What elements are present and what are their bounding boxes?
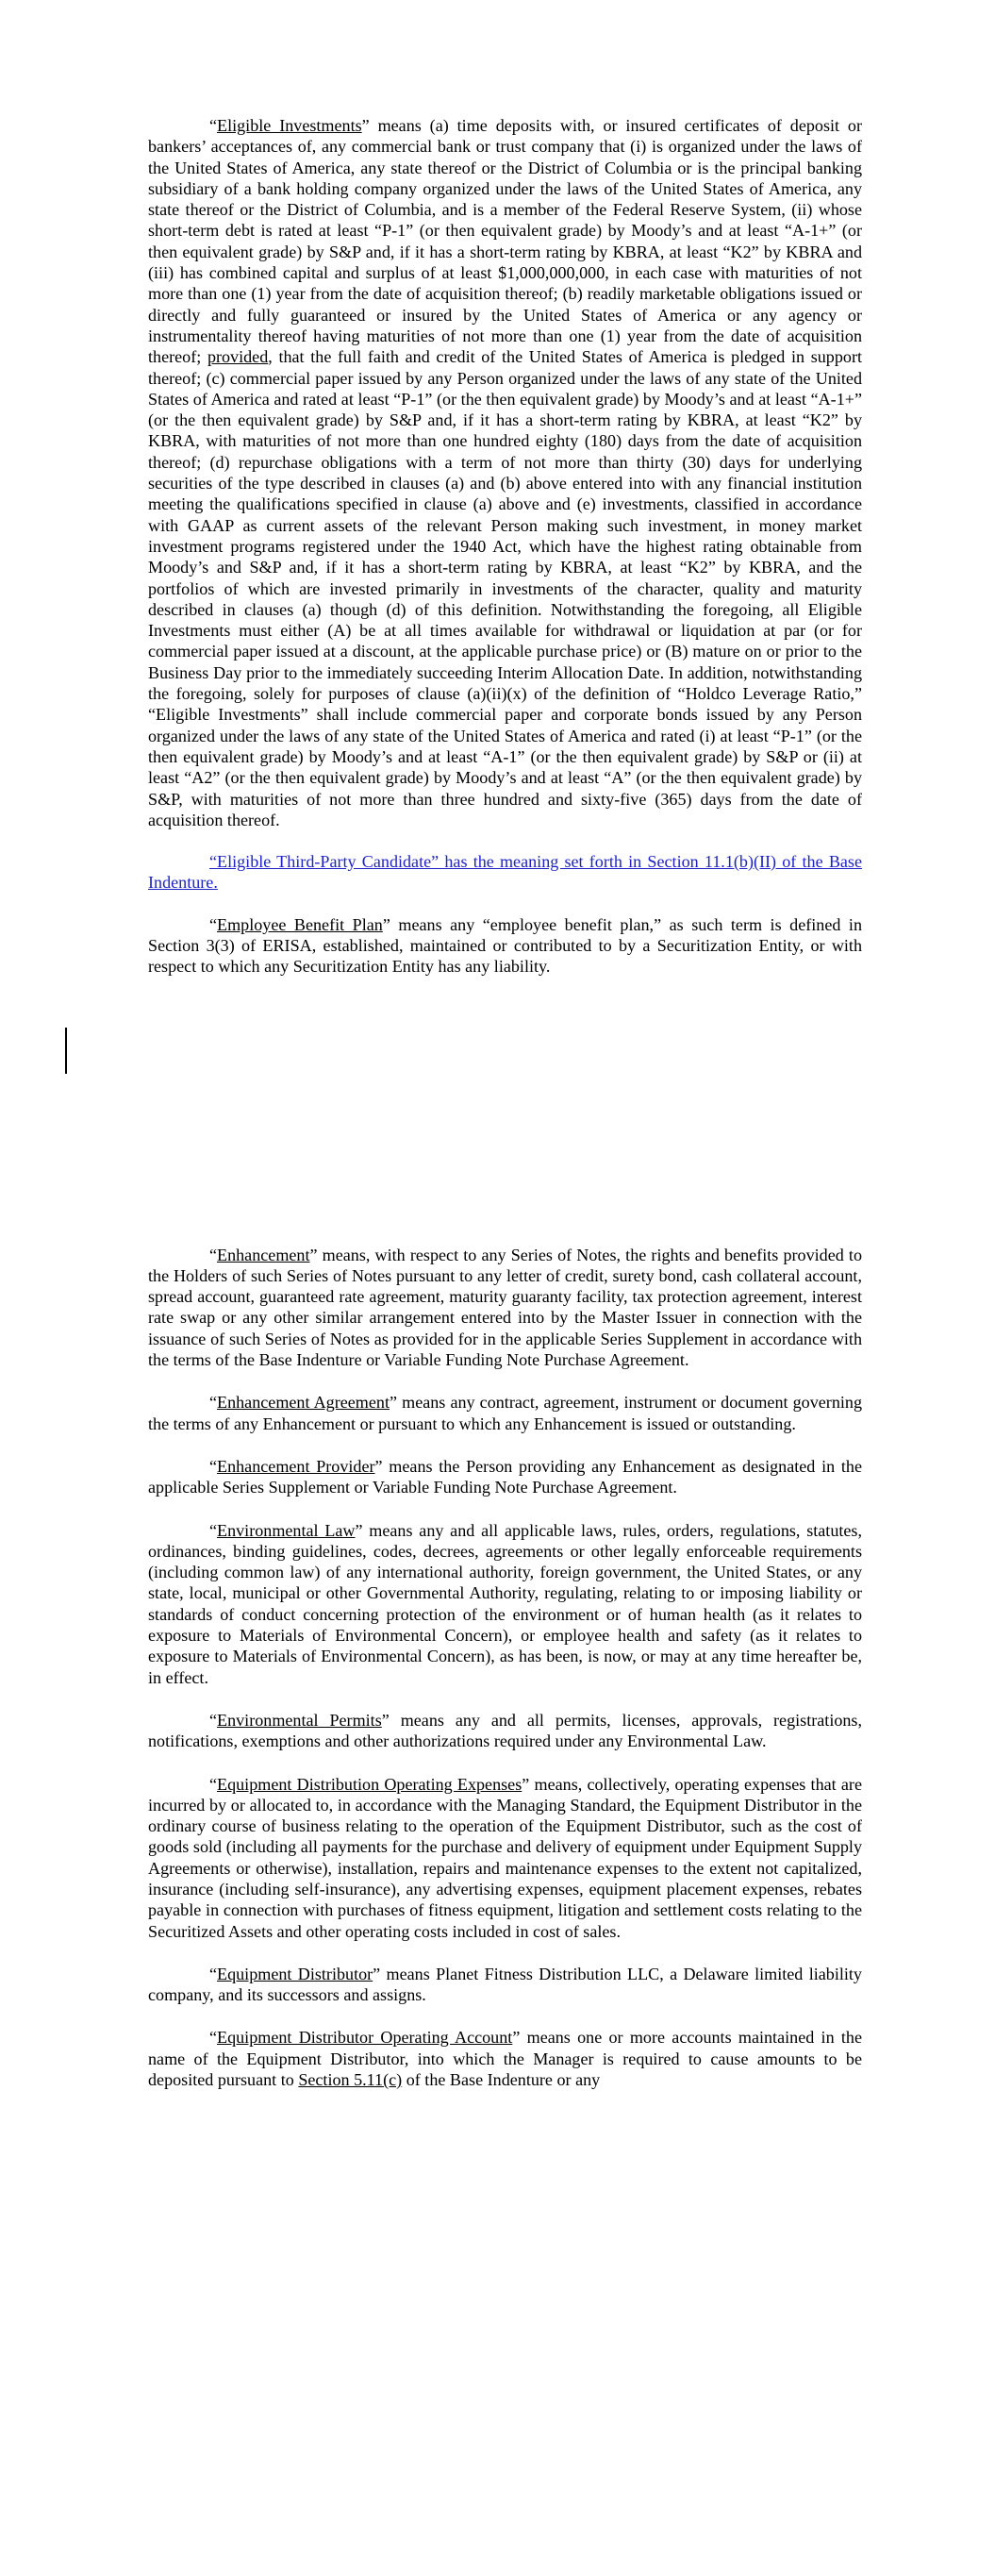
section-reference-5-11-c: Section 5.11(c): [298, 2070, 403, 2090]
definition-environmental-permits: “Environmental Permits” means any and all permits, licenses, approvals, registrations, notifications, exemptions and other authorizations required under any Environmental Law.: [148, 1710, 862, 1751]
term-equipment-distribution-operating-expenses: Equipment Distribution Operating Expenses: [217, 1774, 522, 1794]
term-environmental-law: Environmental Law: [217, 1520, 356, 1540]
term-enhancement: Enhancement: [217, 1245, 310, 1264]
term-environmental-permits: Environmental Permits: [217, 1710, 382, 1730]
term-enhancement-agreement: Enhancement Agreement: [217, 1393, 390, 1413]
term-equipment-distributor: Equipment Distributor: [217, 1964, 373, 1983]
revision-change-bar: [65, 1028, 67, 1074]
term-enhancement-provider: Enhancement Provider: [217, 1456, 375, 1476]
definition-equipment-distribution-operating-expenses: “Equipment Distribution Operating Expenses” means, collectively, operating expenses that are incurred by or allocated to, in accordance with the Managing Standard, the Equipment Distributor in the ordinary course of business relating to the operation of the Equipment Distributor, such as the cost of goods sold (including all payments for the purchase and delivery of equipment under Equipment Supply Agreements or otherwise), installation, repairs and maintenance expenses to the extent not capitalized, insurance (including self-insurance), any advertising expenses, equipment placement expenses, rebates payable in connection with purchases of fitness equipment, litigation and settlement costs relating to the Securitized Assets and other operating costs included in cost of sales.: [148, 1774, 862, 1941]
term-equipment-distributor-operating-account: Equipment Distributor Operating Account: [217, 2028, 513, 2048]
definition-enhancement-agreement: “Enhancement Agreement” means any contract, agreement, instrument or document governing the terms of any Enhancement or pursuant to which any Enhancement is issued or outstanding.: [148, 1393, 862, 1433]
document-page: [148, 115, 862, 2090]
definition-employee-benefit-plan: “Employee Benefit Plan” means any “employee benefit plan,” as such term is defined in Section 3(3) of ERISA, established, maintained or contributed to by a Securitization Entity, or with respect to which any Securitization Entity has any liability.: [148, 914, 862, 977]
term-eligible-investments: Eligible Investments: [217, 116, 362, 135]
definition-eligible-investments: “Eligible Investments” means (a) time deposits with, or insured certificates of deposit or bankers’ acceptances of, any commercial bank or trust company that (i) is organized under the laws of the United States of America, any state thereof or the District of Columbia or is the principal banking subsidiary of a bank holding company organized under the laws of the United States of America, any state thereof or the District of Columbia, and is a member of the Federal Reserve System, (ii) whose short-term debt is rated at least “P-1” (or then equivalent grade) by Moody’s and at least “A-1+” (or then equivalent grade) by S&P and, if it has a short-term rating by KBRA, at least “K2” by KBRA and (iii) has combined capital and surplus of at least $1,000,000,000, in each case with maturities of not more than one (1) year from the date of acquisition thereof; (b) readily marketable obligations issued or directly and fully guaranteed or insured by the United States of America or any agency or instrumentality thereof having maturities of not more than one (1) year from the date of acquisition thereof; provided, that the full faith and credit of the United States of America is pledged in support thereof; (c) commercial paper issued by any Person organized under the laws of any state of the United States of America and rated at least “P-1” (or the then equivalent grade) by Moody’s and at least “A-1+” (or the then equivalent grade) by S&P and, if it has a short-term rating by KBRA, at least “K2” by KBRA, with maturities of not more than one hundred eighty (180) days from the date of acquisition thereof; (d) repurchase obligations with a term of not more than thirty (30) days for underlying securities of the type described in clauses (a) and (b) above entered into with any financial institution meeting the qualifications specified in clause (a) above and (e) investments, classified in accordance with GAAP as current assets of the relevant Person making such investment, in money market investment programs registered under the 1940 Act, which have the highest rating obtainable from Moody’s and S&P and, if it has a short-term rating by KBRA, at least “K2” by KBRA, and the portfolios of which are invested primarily in investments of the character, quality and maturity described in clauses (a) though (d) of this definition. Notwithstanding the foregoing, all Eligible Investments must either (A) be at all times available for withdrawal or liquidation at par (or for commercial paper issued at a discount, at the applicable purchase price) or (B) mature on or prior to the Business Day prior to the immediately succeeding Interim Allocation Date. In addition, notwithstanding the foregoing, solely for purposes of clause (a)(ii)(x) of the definition of “Holdco Leverage Ratio,” “Eligible Investments” shall include commercial paper and corporate bonds issued by any Person organized under the laws of any state of the United States of America and rated (i) at least “P-1” (or the then equivalent grade) by Moody’s and at least “A-1” (or the then equivalent grade) by S&P or (ii) at least “A2” (or the then equivalent grade) by Moody’s and at least “A” (or the then equivalent grade) by S&P, with maturities of not more than three hundred and sixty-five (365) days from the date of acquisition thereof.: [148, 116, 863, 829]
definition-equipment-distributor: “Equipment Distributor” means Planet Fitness Distribution LLC, a Delaware limited liability company, and its successors and assigns.: [148, 1964, 862, 2005]
definition-environmental-law: “Environmental Law” means any and all applicable laws, rules, orders, regulations, statutes, ordinances, binding guidelines, codes, decrees, agreements or other legally enforceable requirements (including common law) of any international authority, foreign government, the United States, or any state, local, municipal or other Governmental Authority, regulating, relating to or imposing liability or standards of conduct concerning protection of the environment or of human health (as it relates to exposure to Materials of Environmental Concern), or employee health and safety (as it relates to exposure to Materials of Environmental Concern), as has been, is now, or may at any time hereafter be, in effect.: [148, 1520, 862, 1687]
definition-equipment-distributor-operating-account: “Equipment Distributor Operating Account” means one or more accounts maintained in the name of the Equipment Distributor, into which the Manager is required to cause amounts to be deposited pursuant to Section 5.11(c) of the Base Indenture or any: [148, 2028, 862, 2090]
inserted-text-eligible-third-party-candidate: “Eligible Third-Party Candidate” has the meaning set forth in Section 11.1(b)(II) of the Base Indenture.: [148, 852, 862, 893]
definition-enhancement-provider: “Enhancement Provider” means the Person providing any Enhancement as designated in the applicable Series Supplement or Variable Funding Note Purchase Agreement.: [148, 1456, 862, 1497]
term-employee-benefit-plan: Employee Benefit Plan: [217, 914, 383, 934]
definition-enhancement: “Enhancement” means, with respect to any Series of Notes, the rights and benefits provided to the Holders of such Series of Notes pursuant to any letter of credit, surety bond, cash collateral account, spread account, guaranteed rate agreement, maturity guaranty facility, tax protection agreement, interest rate swap or any other similar arrangement entered into by the Master Issuer in connection with the issuance of such Series of Notes as provided for in the applicable Series Supplement in accordance with the terms of the Base Indenture or Variable Funding Note Purchase Agreement.: [148, 1245, 862, 1370]
provided-word: provided: [207, 347, 269, 367]
page-break-gap: [148, 978, 862, 1245]
definition-eligible-third-party-candidate: [148, 851, 862, 894]
